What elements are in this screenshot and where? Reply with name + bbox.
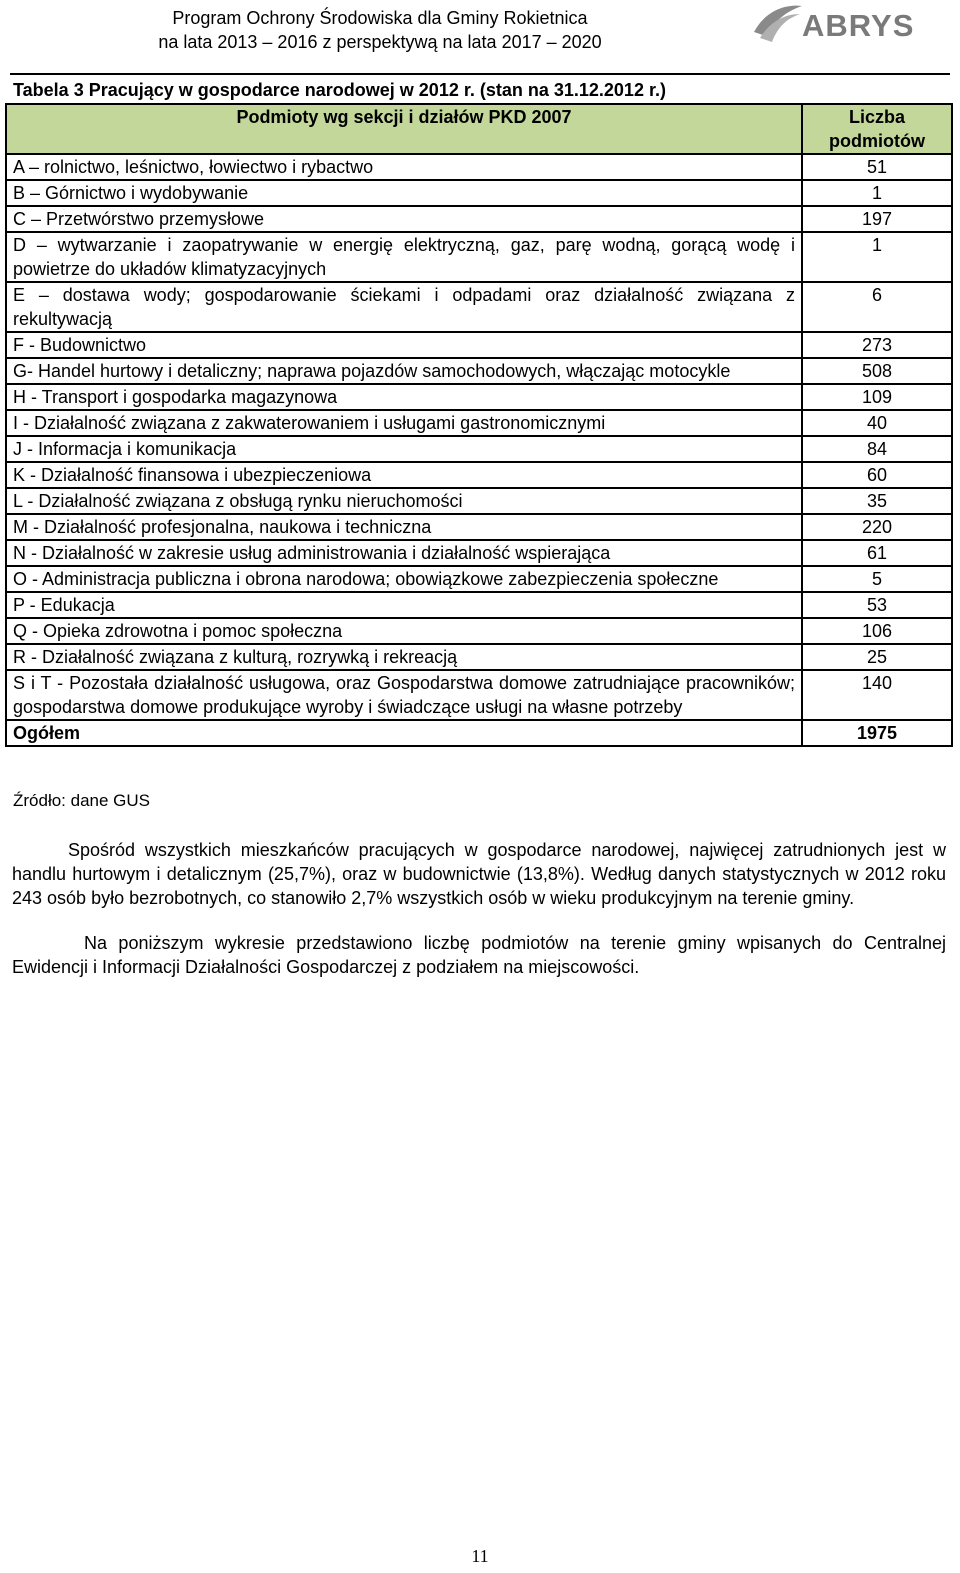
row-section: O - Administracja publiczna i obrona narodowa; obowiązkowe zabezpieczenia społeczne: [6, 566, 802, 592]
row-section: N - Działalność w zakresie usług administrowania i działalność wspierająca: [6, 540, 802, 566]
row-count: 35: [802, 488, 952, 514]
row-count: 220: [802, 514, 952, 540]
table-row: [6, 488, 952, 514]
table-row: [6, 410, 952, 436]
row-count: 51: [802, 154, 952, 180]
header-divider: [10, 73, 950, 75]
abrys-logo: [752, 2, 932, 46]
table-row: [6, 154, 952, 180]
table-row: [6, 618, 952, 644]
row-section: D – wytwarzanie i zaopatrywanie w energię elektryczną, gaz, parę wodną, gorącą wodę i powietrze do układów klimatyzacyjnych: [6, 232, 802, 282]
table-row: [6, 462, 952, 488]
header-line-1: Program Ochrony Środowiska dla Gminy Rokietnica: [172, 8, 588, 28]
table-row: [6, 514, 952, 540]
table-row: [6, 180, 952, 206]
header-count: Liczba podmiotów: [802, 104, 952, 154]
header-section: Podmioty wg sekcji i działów PKD 2007: [6, 104, 802, 154]
row-section: Q - Opieka zdrowotna i pomoc społeczna: [6, 618, 802, 644]
row-count: 106: [802, 618, 952, 644]
table-row: [6, 206, 952, 232]
row-count: 140: [802, 670, 952, 720]
row-section: P - Edukacja: [6, 592, 802, 618]
row-count: 6: [802, 282, 952, 332]
table-caption: Tabela 3 Pracujący w gospodarce narodowej w 2012 r. (stan na 31.12.2012 r.): [13, 80, 666, 100]
row-count: 5: [802, 566, 952, 592]
table-header-row: [6, 104, 952, 154]
row-section: G- Handel hurtowy i detaliczny; naprawa pojazdów samochodowych, włączając motocykle: [6, 358, 802, 384]
row-section: M - Działalność profesjonalna, naukowa i techniczna: [6, 514, 802, 540]
total-value: 1975: [802, 720, 952, 746]
row-section: E – dostawa wody; gospodarowanie ściekami i odpadami oraz działalność związana z rekultywacją: [6, 282, 802, 332]
table-source: Źródło: dane GUS: [13, 791, 151, 810]
row-section: F - Budownictwo: [6, 332, 802, 358]
row-count: 197: [802, 206, 952, 232]
table-row: [6, 436, 952, 462]
row-section: S i T - Pozostała działalność usługowa, oraz Gospodarstwa domowe zatrudniające pracowników; gospodarstwa domowe produkujące wyroby i świadczące usługi na własne potrzeby: [6, 670, 802, 720]
row-section: J - Informacja i komunikacja: [6, 436, 802, 462]
table-row: [6, 232, 952, 282]
page-number: 11: [471, 1546, 489, 1566]
table-row: [6, 670, 952, 720]
table-row: [6, 540, 952, 566]
table-row: [6, 566, 952, 592]
table-row: [6, 592, 952, 618]
header-line-2: na lata 2013 – 2016 z perspektywą na lata 2017 – 2020: [158, 32, 602, 52]
row-section: C – Przetwórstwo przemysłowe: [6, 206, 802, 232]
row-section: H - Transport i gospodarka magazynowa: [6, 384, 802, 410]
row-section: L - Działalność związana z obsługą rynku nieruchomości: [6, 488, 802, 514]
table-row: [6, 282, 952, 332]
table-row: [6, 644, 952, 670]
table-row: [6, 384, 952, 410]
row-section: A – rolnictwo, leśnictwo, łowiectwo i rybactwo: [6, 154, 802, 180]
row-count: 508: [802, 358, 952, 384]
row-section: I - Działalność związana z zakwaterowaniem i usługami gastronomicznymi: [6, 410, 802, 436]
row-count: 1: [802, 232, 952, 282]
row-count: 60: [802, 462, 952, 488]
row-section: B – Górnictwo i wydobywanie: [6, 180, 802, 206]
row-count: 84: [802, 436, 952, 462]
page-header: [0, 0, 960, 78]
paragraph-2: Na poniższym wykresie przedstawiono liczbę podmiotów na terenie gminy wpisanych do Centralnej Ewidencji i Informacji Działalności Gospodarczej z podziałem na miejscowości.: [12, 933, 946, 977]
row-count: 109: [802, 384, 952, 410]
row-section: R - Działalność związana z kulturą, rozrywką i rekreacją: [6, 644, 802, 670]
total-label: Ogółem: [6, 720, 802, 746]
row-count: 40: [802, 410, 952, 436]
row-section: K - Działalność finansowa i ubezpieczeniowa: [6, 462, 802, 488]
logo-swoosh-icon: [752, 2, 804, 46]
row-count: 53: [802, 592, 952, 618]
row-count: 1: [802, 180, 952, 206]
employment-table: [5, 103, 953, 747]
paragraph-1: Spośród wszystkich mieszkańców pracujących w gospodarce narodowej, najwięcej zatrudnionych jest w handlu hurtowym i detalicznym (25,7%), oraz w budownictwie (13,8%). Według danych statystycznych w 2012 roku 243 osób było bezrobotnych, co stanowiło 2,7% wszystkich osób w wieku produkcyjnym na terenie gminy.: [12, 840, 946, 908]
header-title: [60, 6, 700, 54]
row-count: 273: [802, 332, 952, 358]
logo-text: ABRYS: [802, 8, 915, 43]
row-count: 25: [802, 644, 952, 670]
row-count: 61: [802, 540, 952, 566]
table-row: [6, 332, 952, 358]
table-row: [6, 358, 952, 384]
total-row: [6, 720, 952, 746]
